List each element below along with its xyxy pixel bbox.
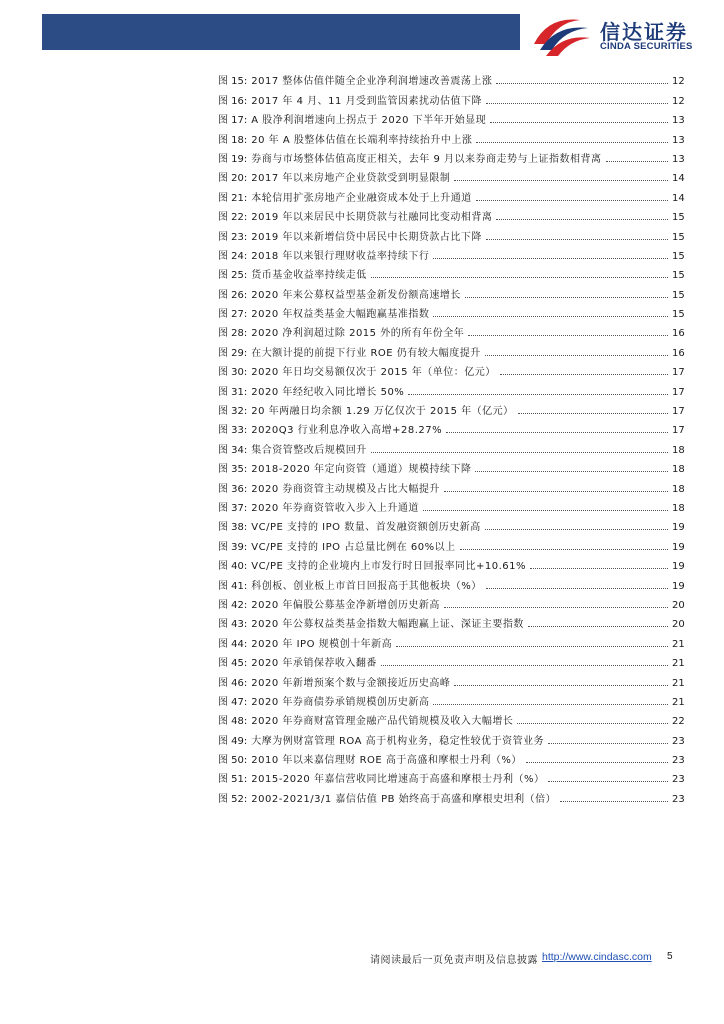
figure-number: 图 40:: [218, 561, 248, 573]
figure-number: 图 20:: [218, 173, 248, 185]
toc-entry[interactable]: [218, 747, 684, 766]
figure-page: 21: [672, 638, 685, 650]
toc-entry[interactable]: [218, 766, 684, 785]
figure-page: 14: [672, 173, 685, 185]
toc-entry[interactable]: [218, 184, 684, 203]
toc-entry[interactable]: [218, 456, 684, 475]
figure-title: 2020 年权益类基金大幅跑赢基准指数: [251, 309, 430, 321]
figure-page: 19: [672, 580, 685, 592]
toc-entry[interactable]: [218, 68, 684, 87]
figure-title: 2015-2020 年嘉信营收同比增速高于高盛和摩根士丹利（%）: [251, 774, 545, 786]
figure-title: 2020Q3 行业利息净收入高增+28.27%: [251, 425, 443, 437]
toc-entry[interactable]: [218, 339, 684, 358]
toc-entry[interactable]: [218, 146, 684, 165]
figure-title: 2020 年券商财富管理金融产品代销规模及收入大幅增长: [251, 716, 514, 728]
leader-dots: [423, 510, 668, 511]
toc-entry[interactable]: [218, 301, 684, 320]
figure-page: 20: [672, 599, 685, 611]
figure-title: 2020 年日均交易额仅次于 2015 年（单位：亿元）: [251, 367, 496, 379]
toc-entry[interactable]: [218, 107, 684, 126]
leader-dots: [396, 646, 668, 647]
logo-name-en: CINDA SECURITIES: [600, 41, 693, 52]
toc-entry[interactable]: [218, 650, 684, 669]
figure-number: 图 28:: [218, 328, 248, 340]
figure-page: 17: [672, 425, 685, 437]
figure-title: 在大额计提的前提下行业 ROE 仍有较大幅度提升: [251, 347, 481, 359]
figure-number: 图 23:: [218, 231, 248, 243]
figure-page: 13: [672, 134, 685, 146]
toc-entry[interactable]: [218, 785, 684, 804]
figure-number: 图 38:: [218, 522, 248, 534]
figure-page: 15: [672, 270, 685, 282]
leader-dots: [454, 685, 668, 686]
toc-entry[interactable]: [218, 495, 684, 514]
figure-title: VC/PE 支持的 IPO 数量、首发融资额创历史新高: [251, 522, 481, 534]
figure-page: 21: [672, 696, 685, 708]
figure-number: 图 16:: [218, 95, 248, 107]
figure-number: 图 19:: [218, 153, 248, 165]
figure-title: 2020 年偏股公募基金净新增创历史新高: [251, 599, 440, 611]
figure-title: A 股净利润增速向上拐点于 2020 下半年开始显现: [251, 115, 487, 127]
figure-page: 15: [672, 231, 685, 243]
figure-page: 17: [672, 406, 685, 418]
leader-dots: [528, 626, 668, 627]
leader-dots: [460, 549, 668, 550]
figure-number: 图 39:: [218, 541, 248, 553]
leader-dots: [500, 374, 668, 375]
figure-page: 15: [672, 289, 685, 301]
figure-page: 14: [672, 192, 685, 204]
toc-entry[interactable]: [218, 611, 684, 630]
figure-title: 20 年两融日均余额 1.29 万亿仅次于 2015 年（亿元）: [251, 406, 514, 418]
figure-title: 科创板、创业板上市首日回报高于其他板块（%）: [251, 580, 482, 592]
toc-entry[interactable]: [218, 398, 684, 417]
figure-page: 17: [672, 386, 685, 398]
website-link[interactable]: http://www.cindasc.com: [542, 951, 652, 963]
leader-dots: [433, 316, 668, 317]
figure-title: 2020 年经纪收入同比增长 50%: [251, 386, 405, 398]
figure-number: 图 51:: [218, 774, 248, 786]
figure-title: 2020 券商资管主动规模及占比大幅提升: [251, 483, 440, 495]
figure-title: 2020 年来公募权益型基金新发份额高速增长: [251, 289, 461, 301]
figure-title: 券商与市场整体估值高度正相关，去年 9 月以来券商走势与上证指数相背离: [251, 153, 602, 165]
figure-title: 2018-2020 年定向资管（通道）规模持续下降: [251, 464, 472, 476]
figure-number: 图 35:: [218, 464, 248, 476]
leader-dots: [486, 588, 668, 589]
figure-number: 图 18:: [218, 134, 248, 146]
toc-entry[interactable]: [218, 204, 684, 223]
figure-number: 图 15:: [218, 76, 248, 88]
figure-title: 2010 年以来嘉信理财 ROE 高于高盛和摩根士丹利（%）: [251, 755, 522, 767]
header-bar: [42, 14, 520, 50]
leader-dots: [444, 607, 668, 608]
toc-entry[interactable]: [218, 165, 684, 184]
toc-entry[interactable]: [218, 689, 684, 708]
figure-title: 2020 年 IPO 规模创十年新高: [251, 638, 393, 650]
leader-dots: [486, 239, 668, 240]
leader-dots: [465, 297, 668, 298]
leader-dots: [490, 122, 668, 123]
figure-title: 2020 年公募权益类基金指数大幅跑赢上证、深证主要指数: [251, 619, 524, 631]
figure-number: 图 29:: [218, 347, 248, 359]
figure-number: 图 31:: [218, 386, 248, 398]
toc-entry[interactable]: [218, 281, 684, 300]
leader-dots: [526, 762, 668, 763]
toc-entry[interactable]: [218, 533, 684, 552]
figure-number: 图 48:: [218, 716, 248, 728]
company-logo: [528, 14, 708, 58]
leader-dots: [444, 491, 668, 492]
leader-dots: [548, 781, 668, 782]
toc-entry[interactable]: [218, 223, 684, 242]
figure-page: 23: [672, 793, 685, 805]
toc-entry[interactable]: [218, 126, 684, 145]
figure-number: 图 33:: [218, 425, 248, 437]
toc-entry[interactable]: [218, 727, 684, 746]
toc-entry[interactable]: [218, 630, 684, 649]
toc-entry[interactable]: [218, 320, 684, 339]
figure-title: 货币基金收益率持续走低: [251, 270, 367, 282]
figure-page: 12: [672, 95, 685, 107]
figure-title: 本轮信用扩张房地产企业融资成本处于上升通道: [251, 192, 472, 204]
leader-dots: [486, 103, 668, 104]
cinda-logo-icon: [528, 14, 594, 58]
figure-page: 18: [672, 502, 685, 514]
leader-dots: [496, 219, 668, 220]
figure-page: 19: [672, 561, 685, 573]
leader-dots: [518, 413, 668, 414]
leader-dots: [485, 355, 668, 356]
figure-number: 图 49:: [218, 735, 248, 747]
figure-page: 20: [672, 619, 685, 631]
leader-dots: [371, 452, 668, 453]
toc-entry[interactable]: [218, 592, 684, 611]
figure-title: 大摩为例财富管理 ROA 高于机构业务，稳定性较优于资管业务: [251, 735, 545, 747]
leader-dots: [560, 801, 668, 802]
figure-title: 2020 年新增预案个数与金额接近历史高峰: [251, 677, 451, 689]
figure-title: 2018 年以来银行理财收益率持续下行: [251, 250, 430, 262]
figure-page: 19: [672, 541, 685, 553]
figure-number: 图 42:: [218, 599, 248, 611]
leader-dots: [433, 704, 668, 705]
figure-page: 18: [672, 483, 685, 495]
toc-entry[interactable]: [218, 669, 684, 688]
figure-page: 15: [672, 250, 685, 262]
figure-title: 2019 年以来新增信贷中居民中长期贷款占比下降: [251, 231, 482, 243]
figure-page: 18: [672, 464, 685, 476]
figure-page: 12: [672, 76, 685, 88]
figure-number: 图 47:: [218, 696, 248, 708]
leader-dots: [606, 161, 668, 162]
leader-dots: [468, 335, 668, 336]
figure-number: 图 44:: [218, 638, 248, 650]
figure-number: 图 37:: [218, 502, 248, 514]
page-number: 5: [667, 951, 673, 962]
figure-page: 23: [672, 735, 685, 747]
disclaimer-note: 请阅读最后一页免责声明及信息披露: [370, 955, 538, 966]
leader-dots: [446, 432, 668, 433]
toc-entry[interactable]: [218, 359, 684, 378]
toc-entry[interactable]: [218, 262, 684, 281]
leader-dots: [517, 723, 668, 724]
leader-dots: [530, 568, 668, 569]
figure-title: 2020 净利润超过除 2015 外的所有年份全年: [251, 328, 465, 340]
figure-number: 图 41:: [218, 580, 248, 592]
figure-number: 图 52:: [218, 793, 248, 805]
leader-dots: [408, 394, 668, 395]
figure-page: 21: [672, 677, 685, 689]
toc-entry[interactable]: [218, 708, 684, 727]
figure-number: 图 27:: [218, 309, 248, 321]
figure-number: 图 17:: [218, 115, 248, 127]
logo-name-cn: 信达证券: [600, 20, 688, 44]
figure-number: 图 26:: [218, 289, 248, 301]
figure-page: 23: [672, 774, 685, 786]
leader-dots: [485, 529, 668, 530]
figure-page: 16: [672, 328, 685, 340]
leader-dots: [475, 471, 668, 472]
figure-title: 20 年 A 股整体估值在长端利率持续抬升中上涨: [251, 134, 473, 146]
figure-title: 集合资管整改后规模回升: [251, 444, 367, 456]
figure-title: 2019 年以来居民中长期贷款与社融同比变动相背离: [251, 212, 493, 224]
figure-number: 图 43:: [218, 619, 248, 631]
leader-dots: [476, 200, 668, 201]
figure-title: 2017 年 4 月、11 月受到监管因素扰动估值下降: [251, 95, 483, 107]
figure-page: 13: [672, 115, 685, 127]
figure-title: 2017 整体估值伴随全企业净利润增速改善震荡上涨: [251, 76, 493, 88]
figure-list: [218, 68, 684, 805]
leader-dots: [548, 743, 668, 744]
leader-dots: [454, 180, 668, 181]
figure-page: 23: [672, 755, 685, 767]
leader-dots: [381, 665, 668, 666]
toc-entry[interactable]: [218, 87, 684, 106]
figure-page: 15: [672, 309, 685, 321]
toc-entry[interactable]: [218, 243, 684, 262]
figure-page: 22: [672, 716, 685, 728]
toc-entry[interactable]: [218, 572, 684, 591]
figure-number: 图 22:: [218, 212, 248, 224]
figure-title: 2020 年券商债券承销规模创历史新高: [251, 696, 430, 708]
figure-page: 17: [672, 367, 685, 379]
leader-dots: [433, 258, 668, 259]
figure-title: VC/PE 支持的企业境内上市发行时日回报率同比+10.61%: [251, 561, 527, 573]
toc-entry[interactable]: [218, 378, 684, 397]
figure-number: 图 34:: [218, 444, 248, 456]
figure-page: 13: [672, 153, 685, 165]
figure-page: 21: [672, 658, 685, 670]
figure-page: 16: [672, 347, 685, 359]
figure-number: 图 32:: [218, 406, 248, 418]
toc-entry[interactable]: [218, 553, 684, 572]
leader-dots: [496, 83, 668, 84]
figure-title: 2020 年承销保荐收入翻番: [251, 658, 377, 670]
figure-title: 2017 年以来房地产企业贷款受到明显限制: [251, 173, 451, 185]
toc-entry[interactable]: [218, 514, 684, 533]
figure-number: 图 36:: [218, 483, 248, 495]
figure-number: 图 50:: [218, 755, 248, 767]
figure-number: 图 25:: [218, 270, 248, 282]
figure-page: 18: [672, 444, 685, 456]
toc-entry[interactable]: [218, 417, 684, 436]
figure-number: 图 46:: [218, 677, 248, 689]
leader-dots: [476, 142, 668, 143]
leader-dots: [371, 277, 668, 278]
toc-entry[interactable]: [218, 436, 684, 455]
figure-title: 2002-2021/3/1 嘉信估值 PB 始终高于高盛和摩根史坦利（倍）: [251, 793, 557, 805]
figure-page: 19: [672, 522, 685, 534]
figure-number: 图 21:: [218, 192, 248, 204]
figure-page: 15: [672, 212, 685, 224]
figure-title: 2020 年券商资管收入步入上升通道: [251, 502, 419, 514]
figure-title: VC/PE 支持的 IPO 占总量比例在 60%以上: [251, 541, 456, 553]
figure-number: 图 45:: [218, 658, 248, 670]
figure-number: 图 30:: [218, 367, 248, 379]
toc-entry[interactable]: [218, 475, 684, 494]
figure-number: 图 24:: [218, 250, 248, 262]
